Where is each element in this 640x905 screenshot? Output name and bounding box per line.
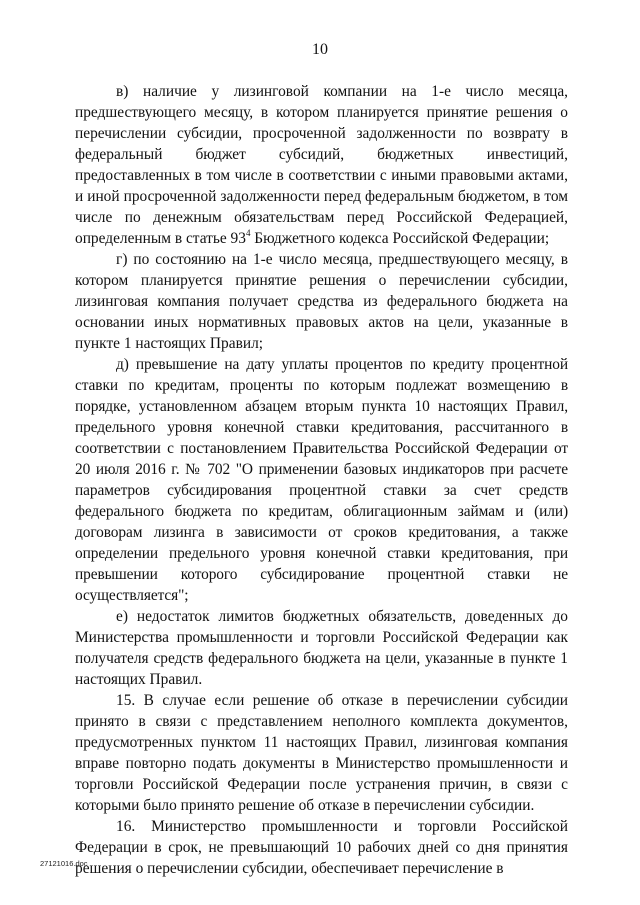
paragraph-v [75, 81, 568, 249]
paragraph-16: 16. Министерство промышленности и торговли Российской Федерации в срок, не превышающий 10 рабочих дней со дня принятия решения о перечислении субсидии, обеспечивает перечисление в [75, 818, 568, 877]
paragraph-v-superscript: 4 [245, 227, 251, 238]
paragraph-d: д) превышение на дату уплаты процентов по кредиту процентной ставки по кредитам, проценты по которым подлежат возмещению в порядке, установленном абзацем вторым пункта 10 настоящих Правил, предельного уровня конечной ставки кредитования, рассчитанного в соответствии с постановлением Правительства Российской Федерации от 20 июля 2016 г. № 702 "О применении базовых индикаторов при расчете параметров субсидирования процентной ставки за счет средств федерального бюджета по кредитам, облигационным займам и (или) договорам лизинга в зависимости от сроков кредитования, а также определении предельного уровня конечной ставки кредитования, при превышении которого субсидирование процентной ставки не осуществляется"; [75, 356, 568, 604]
paragraph-v-text: в) наличие у лизинговой компании на 1-е число месяца, предшествующего месяцу, в котором планируется принятие решения о перечислении субсидии, просроченной задолженности по возврату в федеральный бюджет субсидий, бюджетных инвестиций, предоставленных в том числе в соответствии с иными правовыми актами, и иной просроченной задолженности перед федеральным бюджетом, в том числе по денежным обязательствам перед Российской Федерацией, определенным в статье 93 [75, 83, 568, 247]
paragraph-e: е) недостаток лимитов бюджетных обязательств, доведенных до Министерства промышленности и торговли Российской Федерации как получателя средств федерального бюджета на цели, указанные в пункте 1 настоящих Правил. [75, 608, 568, 688]
document-filename: 27121016.doc [40, 859, 88, 868]
paragraph-v-tail: Бюджетного кодекса Российской Федерации; [250, 230, 550, 247]
paragraph-15: 15. В случае если решение об отказе в перечислении субсидии принято в связи с представлением неполного комплекта документов, предусмотренных пунктом 11 настоящих Правил, лизинговая компания вправе повторно подать документы в Министерство промышленности и торговли Российской Федерации после устранения причин, в связи с которыми было принято решение об отказе в перечислении субсидии. [75, 692, 568, 814]
paragraph-g: г) по состоянию на 1-е число месяца, предшествующего месяцу, в котором планируется принятие решения о перечислении субсидии, лизинговая компания получает средства из федерального бюджета на основании иных нормативных правовых актов на цели, указанные в пункте 1 настоящих Правил; [75, 251, 568, 352]
document-body [75, 81, 568, 879]
page-number: 10 [312, 41, 328, 58]
